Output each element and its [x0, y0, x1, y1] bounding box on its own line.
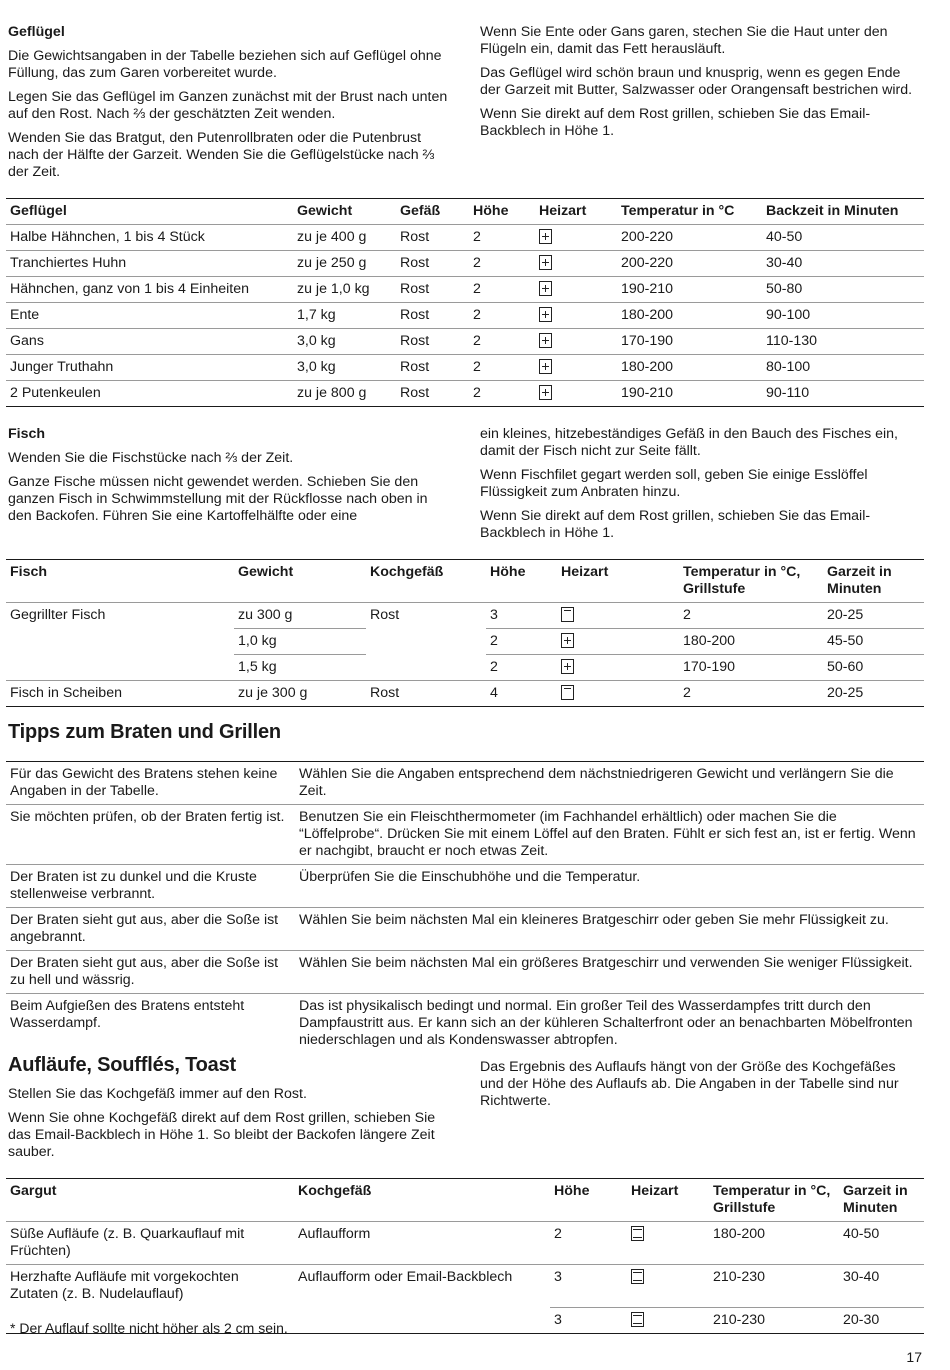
gratin-paragraph: Stellen Sie das Kochgefäß immer auf den Rost. [8, 1086, 307, 1102]
grill-icon [561, 607, 574, 622]
cell-level: 2 [469, 251, 535, 277]
cell-time: 50-60 [823, 655, 924, 681]
table-row [6, 329, 924, 355]
fish-intro-right [480, 426, 920, 549]
top-bottom-heat-icon [631, 1226, 644, 1241]
gratin-paragraph: Wenn Sie ohne Kochgefäß direkt auf dem Rost grillen, schieben Sie das Email-Backblech in Höhe 1. So bleibt der Backofen längere Zeit sauber. [8, 1110, 436, 1160]
cell-heating-mode [627, 1307, 709, 1333]
cell-time: 80-100 [762, 355, 924, 381]
poultry-paragraph: Das Geflügel wird schön braun und knusprig, wenn es gegen Ende der Garzeit mit Butter, Salzwasser oder Orangensaft bestrichen wird. [480, 65, 913, 98]
column-header: Höhe [469, 199, 535, 225]
column-header: Heizart [535, 199, 617, 225]
cell-heating-mode [535, 355, 617, 381]
fish-table [6, 559, 924, 707]
cell-level: 2 [469, 381, 535, 407]
poultry-paragraph: Wenn Sie direkt auf dem Rost grillen, schieben Sie das Email-Backblech in Höhe 1. [480, 106, 871, 139]
cell-vessel: Rost [396, 329, 469, 355]
fan-grill-icon [539, 281, 552, 296]
tip-solution: Wählen Sie beim nächsten Mal ein größeres Bratgeschirr und verwenden Sie weniger Flüssigkeit. [295, 951, 924, 994]
cell-weight: 3,0 kg [293, 355, 396, 381]
cell-vessel: Auflaufform [294, 1222, 550, 1265]
column-header: Garzeit in Minuten [823, 560, 924, 603]
table-row [6, 381, 924, 407]
fish-intro-left [8, 426, 453, 532]
fan-grill-icon [539, 229, 552, 244]
tip-problem: Für das Gewicht des Bratens stehen keine Angaben in der Tabelle. [10, 766, 278, 799]
fish-paragraph: ein kleines, hitzebeständiges Gefäß in den Bauch des Fisches ein, damit der Fisch nicht zur Seite fällt. [480, 426, 898, 459]
cell-level: 2 [486, 629, 557, 655]
tip-solution: Wählen Sie beim nächsten Mal ein kleineres Bratgeschirr oder geben Sie mehr Flüssigkeit zu. [295, 908, 924, 951]
column-header: Temperatur in °C, Grillstufe [709, 1179, 839, 1222]
cell-weight: zu je 1,0 kg [293, 277, 396, 303]
gratin-heading: Aufläufe, Soufflés, Toast [8, 1054, 236, 1076]
fan-grill-icon [539, 255, 552, 270]
fish-heading: Fisch [8, 426, 46, 442]
cell-temperature: 180-200 [617, 355, 762, 381]
cell-temperature: 180-200 [709, 1222, 839, 1265]
tip-row [6, 908, 924, 951]
cell-time: 40-50 [839, 1222, 924, 1265]
cell-food: Ente [6, 303, 293, 329]
table-row [6, 251, 924, 277]
column-header: Höhe [550, 1179, 627, 1222]
cell-heating-mode [535, 277, 617, 303]
cell-heating-mode [557, 681, 679, 707]
tip-problem: Beim Aufgießen des Bratens entsteht Wasserdampf. [6, 994, 295, 1054]
table-row [6, 655, 924, 681]
cell-heating-mode [557, 655, 679, 681]
tip-problem: Sie möchten prüfen, ob der Braten fertig ist. [6, 805, 295, 865]
poultry-paragraph: Legen Sie das Geflügel im Ganzen zunächst mit der Brust nach unten auf den Rost. Nach ⅔ der geschätzten Zeit wenden. [8, 89, 448, 122]
tip-solution: Das ist physikalisch bedingt und normal. Ein großer Teil des Wasserdampfes tritt durch den Dampfaustritt aus. Er kann sich an der kühleren Schalterfront oder an benachbarten Möbelfronten niederschlagen und als Kondenswasser abtropfen. [295, 994, 924, 1054]
cell-time: 90-100 [762, 303, 924, 329]
cell-food [6, 655, 234, 681]
cell-food: Fisch in Scheiben [6, 681, 234, 707]
cell-time: 30-40 [762, 251, 924, 277]
cell-temperature: 170-190 [617, 329, 762, 355]
fish-table-header [6, 560, 924, 603]
poultry-table-header [6, 199, 924, 225]
cell-level: 3 [550, 1265, 627, 1308]
tip-solution: Überprüfen Sie die Einschubhöhe und die Temperatur. [295, 865, 924, 908]
table-row [6, 225, 924, 251]
fan-grill-icon [539, 307, 552, 322]
cell-time: 20-25 [823, 681, 924, 707]
cell-temperature: 190-210 [617, 277, 762, 303]
poultry-heading: Geflügel [8, 24, 65, 40]
fish-paragraph: Wenn Fischfilet gegart werden soll, geben Sie einige Esslöffel Flüssigkeit zum Anbraten hinzu. [480, 467, 868, 500]
cell-heating-mode [557, 603, 679, 629]
cell-temperature: 200-220 [617, 251, 762, 277]
tip-row [6, 762, 924, 805]
cell-vessel: Rost [396, 251, 469, 277]
tip-problem: Der Braten sieht gut aus, aber die Soße ist zu hell und wässrig. [6, 951, 295, 994]
cell-food [6, 629, 234, 655]
poultry-intro-right [480, 24, 920, 147]
cell-vessel: Rost [396, 381, 469, 407]
cell-weight: 1,0 kg [234, 629, 366, 655]
cell-heating-mode [535, 381, 617, 407]
tips-table [6, 761, 924, 1053]
column-header: Temperatur in °C [617, 199, 762, 225]
cell-vessel: Rost [366, 603, 486, 629]
cell-level: 2 [550, 1222, 627, 1265]
top-bottom-heat-icon [631, 1312, 644, 1327]
cell-vessel: Rost [396, 225, 469, 251]
cell-weight: 1,7 kg [293, 303, 396, 329]
cell-heating-mode [557, 629, 679, 655]
cell-weight: zu 300 g [234, 603, 366, 629]
cell-vessel: Rost [366, 681, 486, 707]
cell-level: 2 [469, 329, 535, 355]
gratin-intro-left [8, 1086, 448, 1168]
column-header: Temperatur in °C, Grillstufe [679, 560, 823, 603]
column-header: Gefäß [396, 199, 469, 225]
cell-time: 40-50 [762, 225, 924, 251]
cell-vessel [366, 629, 486, 655]
cell-temperature: 190-210 [617, 381, 762, 407]
table-row [6, 355, 924, 381]
fan-grill-icon [561, 633, 574, 648]
cell-temperature: 2 [679, 603, 823, 629]
cell-level: 2 [469, 355, 535, 381]
cell-level: 2 [486, 655, 557, 681]
cell-vessel: Auflaufform oder Email-Backblech [294, 1265, 550, 1308]
cell-time: 45-50 [823, 629, 924, 655]
tip-solution: Benutzen Sie ein Fleischthermometer (im Fachhandel erhältlich) oder machen Sie die “Löffelprobe“. Drücken Sie mit einem Löffel auf den Braten. Fühlt er sich fest an, ist er fertig. Wenn er nachgibt, braucht er noch etwas Zeit. [295, 805, 924, 865]
cell-time: 20-25 [823, 603, 924, 629]
column-header: Garzeit in Minuten [839, 1179, 924, 1222]
cell-food: Halbe Hähnchen, 1 bis 4 Stück [6, 225, 293, 251]
cell-temperature: 180-200 [679, 629, 823, 655]
tip-row [6, 865, 924, 908]
grill-icon [561, 685, 574, 700]
tip-row [6, 994, 924, 1054]
cell-food: Hähnchen, ganz von 1 bis 4 Einheiten [6, 277, 293, 303]
tip-problem: Der Braten sieht gut aus, aber die Soße ist angebrannt. [6, 908, 295, 951]
cell-heating-mode [535, 329, 617, 355]
cell-weight: zu je 400 g [293, 225, 396, 251]
tip-problem: Der Braten ist zu dunkel und die Kruste stellenweise verbrannt. [6, 865, 295, 908]
tip-solution: Wählen Sie die Angaben entsprechend dem nächstniedrigeren Gewicht und verlängern Sie die Zeit. [299, 766, 894, 799]
fish-paragraph: Wenn Sie direkt auf dem Rost grillen, schieben Sie das Email-Backblech in Höhe 1. [480, 508, 871, 541]
column-header: Höhe [486, 560, 557, 603]
fan-grill-icon [539, 359, 552, 374]
gratin-intro-right [480, 1059, 920, 1117]
cell-food: Gans [6, 329, 293, 355]
tip-row [6, 805, 924, 865]
cell-food: Herzhafte Aufläufe mit vorgekochten Zutaten (z. B. Nudelauflauf) [6, 1265, 294, 1308]
column-header: Backzeit in Minuten [762, 199, 924, 225]
poultry-intro-left [8, 24, 453, 188]
fan-grill-icon [561, 659, 574, 674]
column-header: Fisch [6, 560, 234, 603]
cell-vessel: Rost [396, 303, 469, 329]
cell-temperature: 210-230 [709, 1307, 839, 1333]
column-header: Gargut [6, 1179, 294, 1222]
column-header: Geflügel [6, 199, 293, 225]
cell-food: Junger Truthahn [6, 355, 293, 381]
cell-vessel: Rost [396, 355, 469, 381]
column-header: Kochgefäß [366, 560, 486, 603]
table-row [6, 303, 924, 329]
cell-time: 110-130 [762, 329, 924, 355]
fish-paragraph: Wenden Sie die Fischstücke nach ⅔ der Zeit. [8, 450, 294, 466]
cell-temperature: 200-220 [617, 225, 762, 251]
fish-paragraph: Ganze Fische müssen nicht gewendet werden. Schieben Sie den ganzen Fisch in Schwimmstellung mit der Rückflosse nach oben in den Backofen. Führen Sie eine Kartoffelhälfte oder eine [8, 474, 428, 524]
column-header: Heizart [557, 560, 679, 603]
cell-level: 3 [486, 603, 557, 629]
cell-weight: zu je 800 g [293, 381, 396, 407]
cell-temperature: 180-200 [617, 303, 762, 329]
column-header: Gewicht [293, 199, 396, 225]
tip-row [6, 951, 924, 994]
fan-grill-icon [539, 333, 552, 348]
cell-level: 3 [550, 1307, 627, 1333]
cell-temperature: 2 [679, 681, 823, 707]
cell-level: 4 [486, 681, 557, 707]
cell-level: 2 [469, 303, 535, 329]
cell-time: 20-30 [839, 1307, 924, 1333]
tips-heading: Tipps zum Braten und Grillen [8, 721, 281, 743]
cell-food: Tranchiertes Huhn [6, 251, 293, 277]
poultry-table [6, 198, 924, 407]
cell-temperature: 210-230 [709, 1265, 839, 1308]
table-row [6, 277, 924, 303]
poultry-paragraph: Wenn Sie Ente oder Gans garen, stechen Sie die Haut unter den Flügeln ein, damit das Fett herausläuft. [480, 24, 888, 57]
cell-level: 2 [469, 225, 535, 251]
cell-heating-mode [535, 251, 617, 277]
gratin-table-header [6, 1179, 924, 1222]
cell-time: 30-40 [839, 1265, 924, 1308]
cell-vessel [294, 1307, 550, 1333]
cell-time: 90-110 [762, 381, 924, 407]
cell-weight: 3,0 kg [293, 329, 396, 355]
page-number: 17 [906, 1349, 922, 1365]
top-bottom-heat-icon [631, 1269, 644, 1284]
cell-food: Süße Aufläufe (z. B. Quarkauflauf mit Früchten) [6, 1222, 294, 1265]
column-header: Gewicht [234, 560, 366, 603]
cell-food: Gegrillter Fisch [6, 603, 234, 629]
cell-weight: zu je 300 g [234, 681, 366, 707]
cell-time: 50-80 [762, 277, 924, 303]
cell-level: 2 [469, 277, 535, 303]
poultry-paragraph: Die Gewichtsangaben in der Tabelle beziehen sich auf Geflügel ohne Füllung, das zum Garen vorbereitet wurde. [8, 48, 442, 81]
fan-grill-icon [539, 385, 552, 400]
cell-vessel: Rost [396, 277, 469, 303]
cell-food: 2 Putenkeulen [6, 381, 293, 407]
column-header: Kochgefäß [294, 1179, 550, 1222]
gratin-table [6, 1178, 924, 1334]
cell-weight: zu je 250 g [293, 251, 396, 277]
gratin-paragraph: Das Ergebnis des Auflaufs hängt von der Größe des Kochgefäßes und der Höhe des Auflaufs ab. Die Angaben in der Tabelle sind nur Richtwerte. [480, 1059, 899, 1109]
table-row [6, 603, 924, 629]
cell-heating-mode [535, 225, 617, 251]
footnote: * Der Auflauf sollte nicht höher als 2 cm sein. [10, 1320, 288, 1336]
table-row [6, 1222, 924, 1265]
table-row [6, 681, 924, 707]
poultry-paragraph: Wenden Sie das Bratgut, den Putenrollbraten oder die Putenbrust nach der Hälfte der Garzeit. Wenden Sie die Geflügelstücke nach ⅔ der Zeit. [8, 130, 435, 180]
cell-heating-mode [535, 303, 617, 329]
table-row [6, 1265, 924, 1308]
cell-temperature: 170-190 [679, 655, 823, 681]
table-row [6, 629, 924, 655]
cell-weight: 1,5 kg [234, 655, 366, 681]
cell-vessel [366, 655, 486, 681]
cell-heating-mode [627, 1265, 709, 1308]
column-header: Heizart [627, 1179, 709, 1222]
cell-heating-mode [627, 1222, 709, 1265]
